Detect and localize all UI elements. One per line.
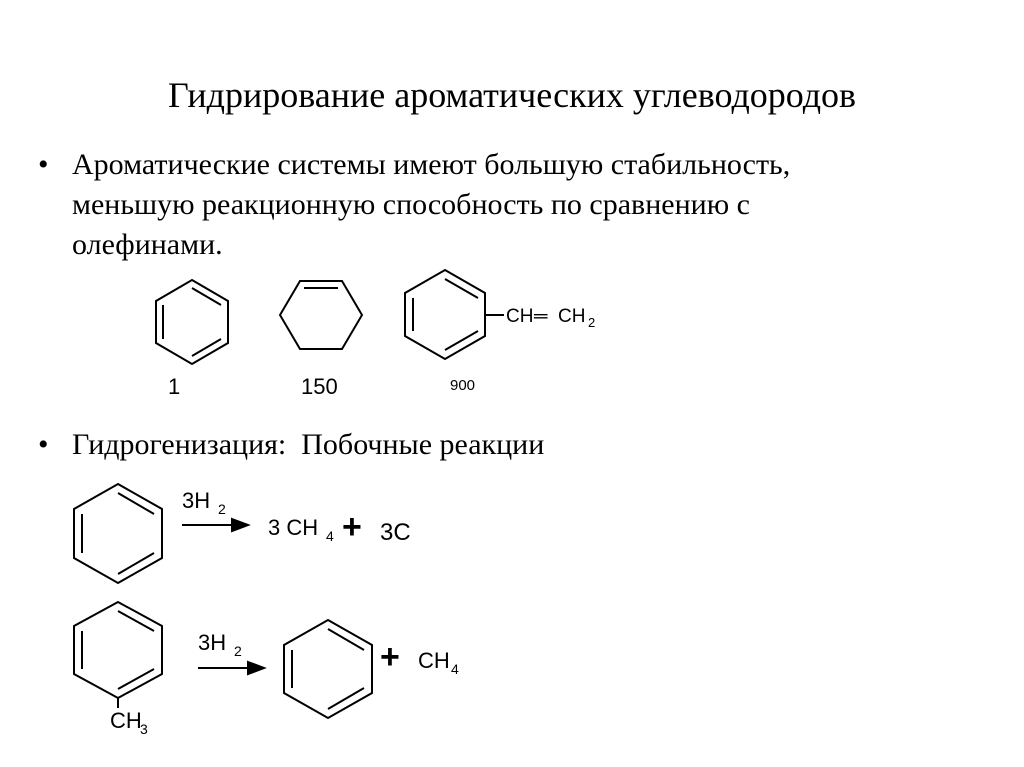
reaction-1-product-1-subscript: 4 [326, 528, 334, 544]
reaction-2-plus: + [380, 638, 400, 676]
bullet-marker: • [38, 428, 49, 461]
slide-title: Гидрирование ароматических углеводородов [167, 75, 857, 115]
bullet-1-line-1: Ароматические системы имеют большую стабильность, [72, 148, 791, 181]
reaction-1-product-1: 3 CH [268, 515, 319, 540]
styrene-ch2-subscript: 2 [588, 315, 596, 330]
reaction-2-product-subscript: 4 [451, 661, 459, 677]
reaction-1-reagent-subscript: 2 [218, 501, 226, 517]
styrene-double-bond: ═ [534, 306, 548, 327]
reaction-1-product-2: 3C [380, 519, 411, 546]
reaction-2-reagent: 3H [198, 630, 227, 655]
reaction-2-reagent-subscript: 2 [234, 643, 242, 659]
benzene-value: 1 [168, 374, 181, 399]
reaction-1-arrowhead [232, 519, 248, 531]
reaction-2-product: CH [418, 648, 450, 673]
cyclohexene-structure [278, 278, 364, 352]
reaction-2-substituent: CH [110, 708, 142, 733]
reaction-1 [70, 478, 430, 588]
bullet-marker: • [38, 148, 49, 181]
styrene-value: 900 [450, 377, 476, 394]
reaction-2 [70, 596, 490, 746]
styrene-ch-label: CH [506, 306, 534, 327]
reaction-2-toluene [74, 602, 162, 698]
styrene-ch2-label: CH [558, 306, 586, 327]
bullet-2-line-1: Гидрогенизация: Побочные реакции [72, 428, 545, 461]
reaction-2-arrowhead [248, 662, 264, 674]
cyclohexene-value: 150 [301, 374, 338, 399]
reaction-1-plus: + [342, 508, 362, 546]
reaction-1-reagent: 3H [182, 488, 211, 513]
styrene-structure [400, 268, 610, 358]
reaction-1-benzene [74, 484, 162, 583]
reaction-2-substituent-subscript: 3 [140, 721, 148, 737]
bullet-1-line-2: меньшую реакционную способность по сравнению с [72, 188, 750, 221]
bullet-1-line-3: олефинами. [72, 228, 223, 261]
reaction-2-benzene [284, 620, 372, 718]
benzene-structure [150, 278, 234, 368]
